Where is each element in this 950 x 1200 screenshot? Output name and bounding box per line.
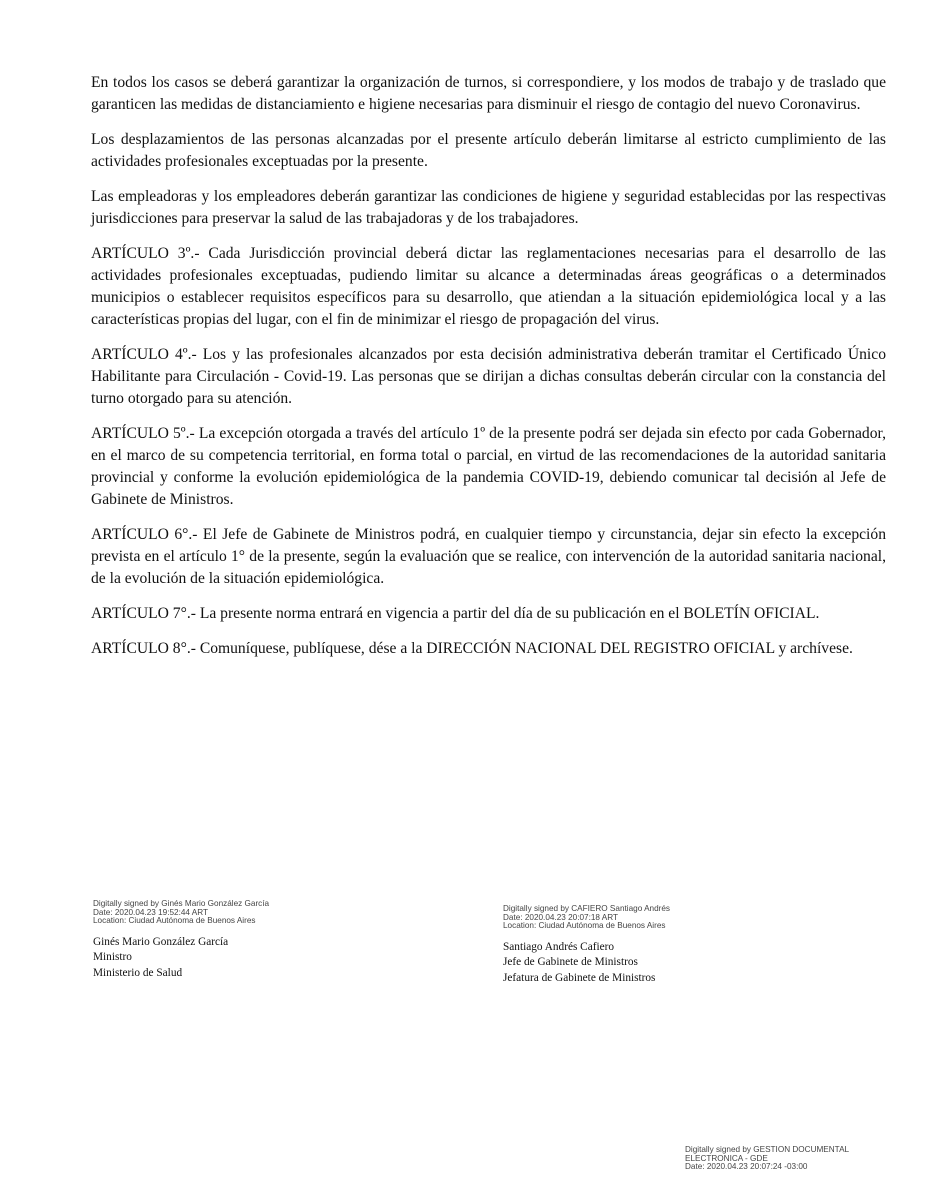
- article-6: ARTÍCULO 6°.- El Jefe de Gabinete de Ministros podrá, en cualquier tiempo y circunstancia, dejar sin efecto la excepción prevista en el artículo 1° de la presente, según la evaluación que se realice, con intervención de la autoridad sanitaria nacional, de la evolución de la situación epidemiológica.: [91, 526, 886, 587]
- signature-block-cabinet-chief: [503, 905, 670, 986]
- article-5: ARTÍCULO 5º.- La excepción otorgada a través del artículo 1º de la presente podrá ser dejada sin efecto por cada Gobernador, en el marco de su competencia territorial, en forma total o parcial, en virtud de las recomendaciones de la autoridad sanitaria provincial y conforme la evolución epidemiológica de la pandemia COVID-19, debiendo comunicar tal decisión al Jefe de Gabinete de Ministros.: [91, 425, 886, 508]
- signed-by-line: Digitally signed by CAFIERO Santiago Andrés: [503, 904, 671, 913]
- signer-details: [93, 935, 269, 982]
- signer-office: Jefatura de Gabinete de Ministros: [503, 971, 656, 984]
- signer-name: Ginés Mario González García: [93, 935, 229, 948]
- signed-by-line: Digitally signed by GESTION DOCUMENTAL: [685, 1145, 850, 1154]
- signer-name: Santiago Andrés Cafiero: [503, 940, 615, 953]
- paragraph-turnos: En todos los casos se deberá garantizar la organización de turnos, si correspondiere, y los modos de trabajo y de traslado que garanticen las medidas de distanciamiento e higiene necesarias para disminuir el riesgo de contagio del nuevo Coronavirus.: [91, 74, 886, 113]
- signature-block-gde: [685, 1146, 849, 1172]
- signed-by-line-continued: ELECTRONICA - GDE: [685, 1153, 768, 1163]
- signature-location: Location: Ciudad Autónoma de Buenos Aires: [503, 921, 666, 931]
- digital-signature-stamp: [685, 1146, 849, 1172]
- document-body: [91, 72, 886, 673]
- signer-details: [503, 940, 670, 987]
- digital-signature-stamp: [503, 905, 670, 931]
- article-3: ARTÍCULO 3º.- Cada Jurisdicción provincial deberá dictar las reglamentaciones necesarias para el desarrollo de las actividades profesionales exceptuadas, pudiendo limitar su alcance a determinadas áreas geográficas o a determinados municipios o establecer requisitos específicos para su desarrollo, que atiendan a la situación epidemiológica local y a las características propias del lugar, con el fin de minimizar el riesgo de propagación del virus.: [91, 245, 886, 328]
- signature-date: Date: 2020.04.23 19:52:44 ART: [93, 907, 209, 917]
- signer-office: Ministerio de Salud: [93, 966, 183, 979]
- signature-date: Date: 2020.04.23 20:07:18 ART: [503, 912, 619, 922]
- article-7: ARTÍCULO 7°.- La presente norma entrará en vigencia a partir del día de su publicación en el BOLETÍN OFICIAL.: [91, 605, 820, 622]
- paragraph-empleadores: Las empleadoras y los empleadores deberán garantizar las condiciones de higiene y seguridad establecidas por las respectivas jurisdicciones para preservar la salud de las trabajadoras y de los trabajadores.: [91, 188, 886, 227]
- article-8: ARTÍCULO 8°.- Comuníquese, publíquese, dése a la DIRECCIÓN NACIONAL DEL REGISTRO OFICIAL y archívese.: [91, 640, 853, 657]
- paragraph-desplazamientos: Los desplazamientos de las personas alcanzadas por el presente artículo deberán limitarse al estricto cumplimiento de las actividades profesionales exceptuadas por la presente.: [91, 131, 886, 170]
- signature-date: Date: 2020.04.23 20:07:24 -03:00: [685, 1162, 808, 1172]
- digital-signature-stamp: [93, 900, 269, 926]
- signed-by-line: Digitally signed by Ginés Mario González García: [93, 899, 270, 908]
- article-4: ARTÍCULO 4º.- Los y las profesionales alcanzados por esta decisión administrativa deberán tramitar el Certificado Único Habilitante para Circulación - Covid-19. Las personas que se dirijan a dichas consultas deberán circular con la constancia del turno otorgado para su atención.: [91, 346, 886, 407]
- signature-block-health-minister: [93, 900, 269, 981]
- signature-location: Location: Ciudad Autónoma de Buenos Aires: [93, 916, 256, 926]
- signer-title: Jefe de Gabinete de Ministros: [503, 956, 638, 969]
- signer-title: Ministro: [93, 951, 132, 964]
